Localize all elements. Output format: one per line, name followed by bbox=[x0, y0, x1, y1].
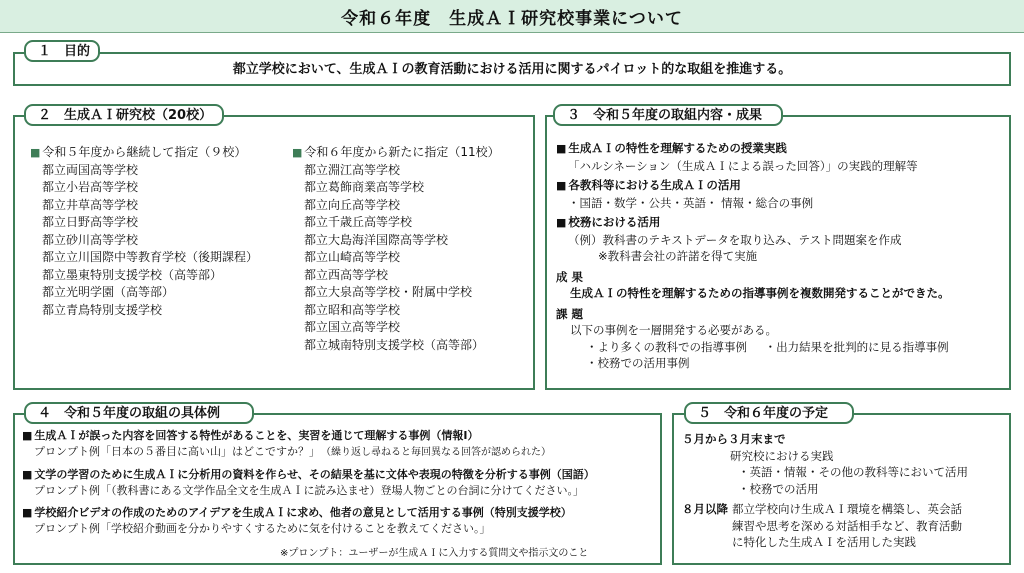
list-item: 都立両国高等学校 bbox=[42, 162, 139, 177]
list-item: 都立淵江高等学校 bbox=[304, 162, 401, 177]
issue-item: ・校務での活用事例 bbox=[586, 356, 690, 370]
list-item: 都立山崎高等学校 bbox=[304, 250, 401, 264]
schedule-line: 研究校における実践 bbox=[730, 448, 834, 463]
issue-item: ・出力結果を批判的に見る指導事例 bbox=[764, 339, 949, 354]
results-item-1-title: ■ 生成ＡＩの特性を理解するための授業実践 bbox=[556, 141, 787, 155]
list-item: 都立砂川高等学校 bbox=[42, 232, 139, 247]
bullet-square-icon: ■ bbox=[22, 429, 33, 442]
bullet-square-icon: ■ bbox=[22, 468, 33, 481]
example-2-title: ■ 文学の学習のために生成ＡＩに分析用の資料を作らせ、その結果を基に文体や表現の特徴を分析する事例（国語） bbox=[22, 468, 595, 481]
issue-items bbox=[556, 339, 950, 356]
list-item: 都立向丘高等学校 bbox=[304, 197, 401, 212]
continuing-title: ■ 令和５年度から継続して指定（９校） bbox=[30, 145, 247, 159]
list-item: 都立小岩高等学校 bbox=[42, 180, 139, 194]
schedule-period-2-text: 都立学校向け生成ＡＩ環境を構築し、英会話 練習や思考を深める対話相手など、教育活動 に特化した生成ＡＩを活用した実践 bbox=[732, 502, 962, 549]
list-item: 都立国立高等学校 bbox=[304, 320, 401, 334]
issue-text: 以下の事例を一層開発する必要がある。 bbox=[570, 323, 777, 337]
results-item-2-title: ■ 各教科等における生成ＡＩの活用 bbox=[556, 178, 741, 192]
continuing-list bbox=[30, 144, 258, 319]
schedule-heading: ５ 令和６年度の予定 bbox=[684, 402, 854, 424]
purpose-heading: １ 目的 bbox=[24, 40, 100, 62]
new-title: ■ 令和６年度から新たに指定（11校） bbox=[292, 145, 500, 159]
example-3-prompt: プロンプト例「学校紹介動画を分かりやすくするために気を付けることを教えてください。」 bbox=[34, 522, 491, 535]
outcome-text: 生成ＡＩの特性を理解するための指導事例を複数開発することができた。 bbox=[570, 286, 950, 300]
schedule-period-2 bbox=[682, 501, 968, 551]
list-item: 都立墨東特別支援学校（高等部） bbox=[42, 267, 223, 282]
example-1-prompt: プロンプト例「日本の５番目に高い山」はどこですか？」 （繰り返し尋ねると毎回異なる回答が認められた） bbox=[34, 445, 551, 458]
bullet-square-icon: ■ bbox=[556, 142, 567, 155]
schools-heading: ２ 生成ＡＩ研究校（20校） bbox=[24, 104, 224, 126]
schedule-period-1: ５月から３月末まで bbox=[682, 432, 786, 446]
schedule-period-2-label: ８月以降 bbox=[682, 502, 728, 516]
schedule-line: ・英語・情報・その他の教科等において活用 bbox=[738, 465, 968, 479]
list-item: 都立西高等学校 bbox=[304, 267, 389, 282]
bullet-square-icon: ■ bbox=[556, 179, 567, 192]
list-item: 都立青鳥特別支援学校 bbox=[42, 302, 163, 317]
example-3-title: ■ 学校紹介ビデオの作成のためのアイデアを生成ＡＩに求め、他者の意見として活用する事例（特別支援学校） bbox=[22, 506, 572, 519]
results-item-3-title: ■ 校務における活用 bbox=[556, 215, 661, 229]
page-title: 令和６年度 生成ＡＩ研究校事業について bbox=[0, 0, 1024, 33]
outcome-label: 成 果 bbox=[556, 269, 584, 284]
example-2-prompt: プロンプト例「（教科書にある文学作品全文を生成ＡＩに読み込ませ）登場人物ごとの台詞に分けてください。」 bbox=[34, 484, 584, 497]
example-1-title: ■ 生成ＡＩが誤った内容を回答する特性があることを、実習を通じて理解する事例（情報Ⅰ） bbox=[22, 429, 479, 442]
list-item: 都立葛飾商業高等学校 bbox=[304, 180, 425, 194]
list-item: 都立日野高等学校 bbox=[42, 215, 139, 229]
results-item-2-text: ・国語・数学・公共・英語・ 情報・総合の事例 bbox=[568, 195, 814, 210]
examples-footnote: ※プロンプト：ユーザーが生成ＡＩに入力する質問文や指示文のこと bbox=[280, 548, 589, 559]
results-item-3-text-1: （例）教科書のテキストデータを取り込み、テスト問題案を作成 bbox=[568, 232, 902, 247]
bullet-square-icon: ■ bbox=[22, 506, 33, 519]
results-item-1-text: 「ハルシネーション（生成ＡＩによる誤った回答）」の実践的理解等 bbox=[568, 158, 918, 173]
bullet-square-icon: ■ bbox=[292, 146, 303, 159]
new-list bbox=[292, 144, 500, 354]
list-item: 都立城南特別支援学校（高等部） bbox=[304, 337, 485, 352]
results-item-3-text-2: ※教科書会社の許諾を得て実施 bbox=[598, 249, 758, 263]
bullet-square-icon: ■ bbox=[30, 146, 41, 159]
issue-item: ・より多くの教科での指導事例 bbox=[586, 339, 747, 354]
results-heading: ３ 令和５年度の取組内容・成果 bbox=[553, 104, 783, 126]
purpose-text: 都立学校において、生成ＡＩの教育活動における活用に関するパイロット的な取組を推進する。 bbox=[232, 62, 792, 77]
list-item: 都立昭和高等学校 bbox=[304, 302, 401, 317]
examples-heading: ４ 令和５年度の取組の具体例 bbox=[24, 402, 254, 424]
list-item: 都立立川国際中等教育学校（後期課程） bbox=[42, 250, 259, 264]
schedule-body bbox=[682, 431, 968, 551]
schedule-line: ・校務での活用 bbox=[738, 481, 819, 496]
results-body bbox=[556, 140, 950, 372]
list-item: 都立井草高等学校 bbox=[42, 197, 139, 212]
list-item: 都立千歳丘高等学校 bbox=[304, 215, 413, 229]
list-item: 都立大島海洋国際高等学校 bbox=[304, 232, 449, 247]
examples-body bbox=[22, 428, 595, 537]
list-item: 都立大泉高等学校・附属中学校 bbox=[304, 285, 473, 299]
list-item: 都立光明学園（高等部） bbox=[42, 285, 175, 299]
issue-label: 課 題 bbox=[556, 306, 584, 321]
bullet-square-icon: ■ bbox=[556, 216, 567, 229]
